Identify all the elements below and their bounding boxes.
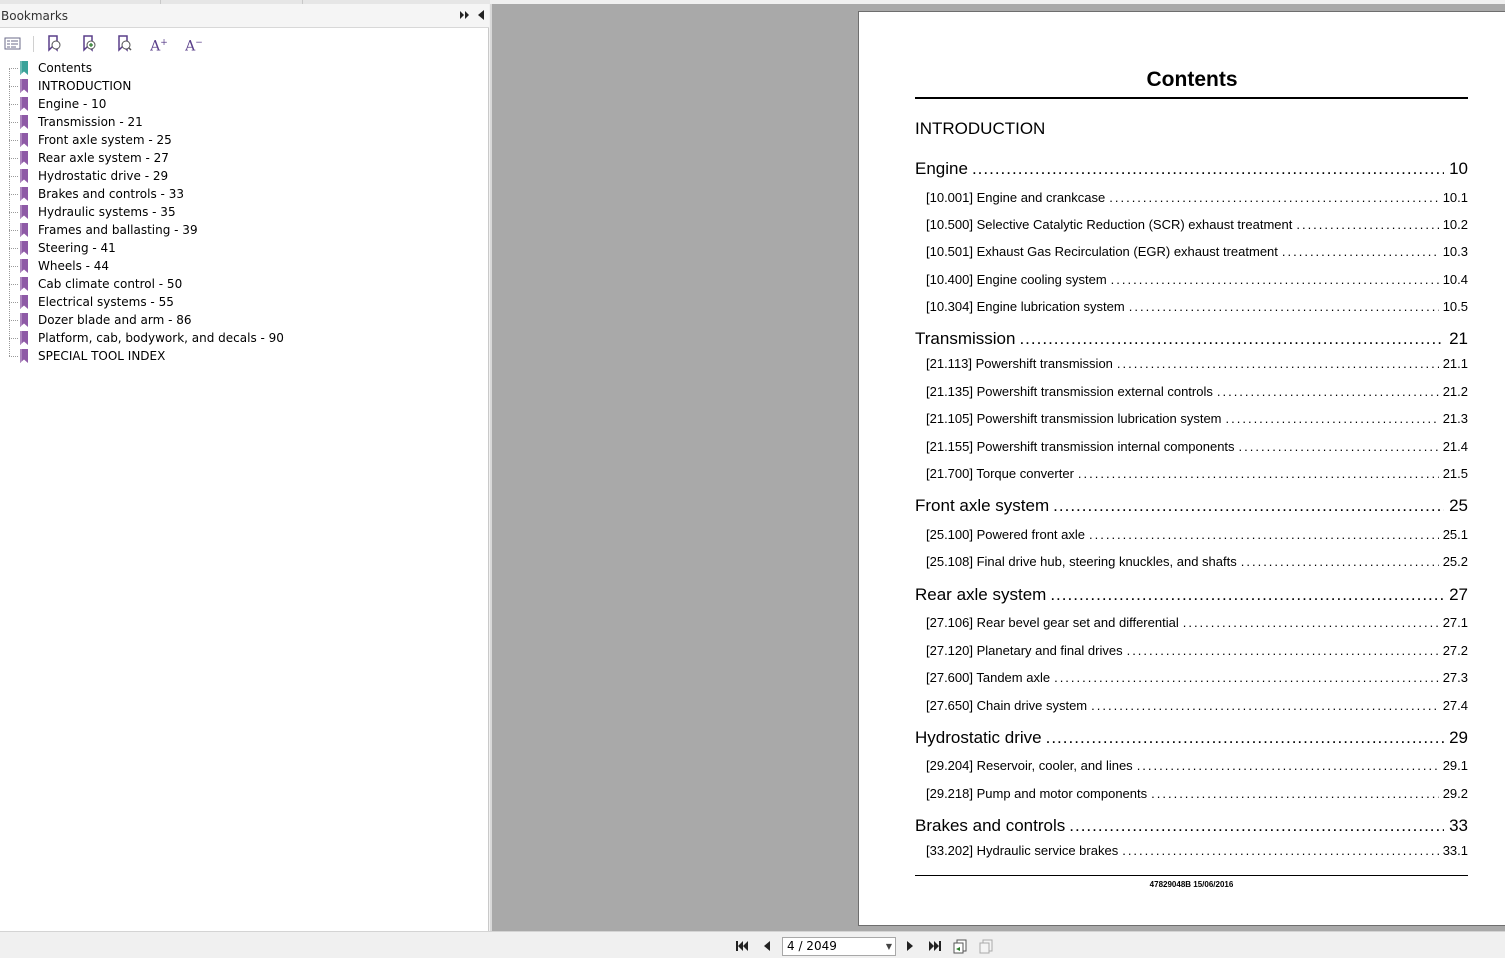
toc-entry-title: [29.204] Reservoir, cooler, and lines: [926, 758, 1133, 773]
toc-subsection-entry[interactable]: [915, 786, 1468, 801]
bookmark-search-icon: [114, 33, 134, 53]
toc-subsection-entry[interactable]: [915, 439, 1468, 454]
next-page-icon: [902, 938, 918, 954]
toc-entry-title: [21.135] Powershift transmission external controls: [926, 384, 1213, 399]
toc-leader-dots: [1089, 527, 1439, 542]
toc-entry-title: [27.600] Tandem axle: [926, 670, 1051, 685]
expand-pane-icon[interactable]: [458, 9, 472, 23]
toc-entry-title: Transmission: [915, 329, 1016, 348]
page-indicator: 4 / 2049: [787, 939, 837, 953]
font-increase-icon: A: [150, 38, 161, 55]
toc-entry-title: Front axle system: [915, 496, 1050, 515]
toc-subsection-entry[interactable]: [915, 272, 1468, 287]
tree-connector: [9, 338, 18, 339]
toc-entry-title: [10.501] Exhaust Gas Recirculation (EGR) exhaust treatment: [926, 244, 1278, 259]
page-navigation-bar: [0, 931, 1505, 958]
toc-leader-dots: [1019, 329, 1444, 349]
toc-subsection-entry[interactable]: [915, 643, 1468, 658]
increase-font-button[interactable]: A+: [150, 38, 168, 55]
toc-subsection-entry[interactable]: [915, 217, 1468, 232]
bookmarks-pane: [0, 4, 489, 931]
bookmark-icon: [19, 241, 29, 255]
bookmark-icon: [19, 151, 29, 165]
bookmark-label: Contents: [38, 61, 92, 75]
bookmark-label: Transmission - 21: [38, 115, 143, 129]
toc-leader-dots: [1078, 466, 1439, 481]
expand-bookmark-button[interactable]: [44, 33, 66, 53]
bookmark-label: Cab climate control - 50: [38, 277, 183, 291]
toc-leader-dots: [1050, 585, 1444, 605]
tree-connector: [9, 266, 18, 267]
toc-entry-title: [25.108] Final drive hub, steering knuckles, and shafts: [926, 554, 1237, 569]
bookmarks-header: [0, 4, 489, 28]
tree-connector: [9, 158, 18, 159]
find-bookmark-button[interactable]: [114, 33, 136, 53]
tree-connector: [9, 302, 18, 303]
first-page-icon: [734, 938, 750, 954]
bookmark-label: Wheels - 44: [38, 259, 110, 273]
toc-entry-title: [27.650] Chain drive system: [926, 698, 1088, 713]
toc-page-number: 27.3: [1442, 670, 1468, 685]
toc-page-number: 10.4: [1442, 272, 1468, 287]
bookmark-item[interactable]: [0, 131, 489, 149]
toc-leader-dots: [1151, 786, 1439, 801]
toc-subsection-entry[interactable]: [915, 554, 1468, 569]
tree-connector: [9, 68, 18, 69]
bookmark-label: Dozer blade and arm - 86: [38, 313, 192, 327]
last-page-icon: [927, 938, 943, 954]
bookmark-item[interactable]: [0, 293, 489, 311]
bookmark-label: Engine - 10: [38, 97, 107, 111]
toc-entry-title: [10.001] Engine and crankcase: [926, 190, 1106, 205]
add-bookmark-button[interactable]: [79, 33, 101, 53]
tree-connector: [9, 248, 18, 249]
bookmark-icon: [19, 259, 29, 273]
footer-rule: [915, 875, 1468, 876]
bookmark-add-icon: [79, 33, 99, 53]
bookmark-item[interactable]: [0, 257, 489, 275]
list-options-icon: [3, 33, 23, 53]
bookmark-icon: [19, 205, 29, 219]
toc-subsection-entry[interactable]: [915, 411, 1468, 426]
toc-leader-dots: [1129, 299, 1439, 314]
bookmark-item[interactable]: [0, 311, 489, 329]
tree-connector: [9, 104, 18, 105]
tree-connector: [9, 194, 18, 195]
toc-entry-title: Engine: [915, 159, 968, 178]
title-rule: [915, 97, 1468, 99]
page-number-select[interactable]: [782, 937, 896, 956]
collapse-pane-icon[interactable]: [474, 9, 488, 23]
toc-leader-dots: [1282, 244, 1439, 259]
first-page-button[interactable]: [734, 938, 750, 954]
toc-page-number: 29.1: [1442, 758, 1468, 773]
toc-entry-title: [29.218] Pump and motor components: [926, 786, 1148, 801]
toc-page-number: 27.2: [1442, 643, 1468, 658]
bookmark-icon: [19, 331, 29, 345]
bookmark-item[interactable]: [0, 275, 489, 293]
toc-entry-title: [21.155] Powershift transmission internal components: [926, 439, 1235, 454]
bookmark-label: Hydraulic systems - 35: [38, 205, 176, 219]
toc-leader-dots: [972, 159, 1444, 179]
next-page-button[interactable]: [902, 938, 918, 954]
bookmarks-toolbar: [0, 29, 489, 57]
toc-subsection-entry[interactable]: [915, 758, 1468, 773]
toc-leader-dots: [1109, 190, 1438, 205]
tree-connector: [9, 176, 18, 177]
tree-connector: [9, 356, 18, 357]
toc-entry-title: [27.120] Planetary and final drives: [926, 643, 1123, 658]
toc-leader-dots: [1111, 272, 1439, 287]
toc-leader-dots: [1117, 356, 1439, 371]
toc-subsection-entry[interactable]: [915, 615, 1468, 630]
bookmark-item[interactable]: [0, 59, 489, 77]
bookmark-icon: [19, 349, 29, 363]
toc-page-number: 29: [1449, 728, 1468, 747]
tree-connector: [9, 140, 18, 141]
toc-subsection-entry[interactable]: [915, 244, 1468, 259]
toc-page-number: 25: [1449, 496, 1468, 515]
bookmark-label: Rear axle system - 27: [38, 151, 169, 165]
toc-entry-title: Brakes and controls: [915, 816, 1066, 835]
bookmark-icon: [19, 133, 29, 147]
toc-page-number: 21.3: [1442, 411, 1468, 426]
toc-leader-dots: [1069, 816, 1444, 836]
toc-subsection-entry[interactable]: [915, 384, 1468, 399]
bookmark-icon: [19, 61, 29, 75]
previous-page-button[interactable]: [759, 938, 775, 954]
toc-subsection-entry[interactable]: [915, 843, 1468, 858]
bookmark-item[interactable]: [0, 185, 489, 203]
toc-page-number: 25.1: [1442, 527, 1468, 542]
toc-entry-title: [21.105] Powershift transmission lubrication system: [926, 411, 1222, 426]
toc-page-number: 33: [1449, 816, 1468, 835]
toc-subsection-entry[interactable]: [915, 698, 1468, 713]
decrease-font-button[interactable]: A−: [185, 38, 203, 55]
toc-page-number: 21: [1449, 329, 1468, 348]
bookmark-options-button[interactable]: [3, 33, 25, 53]
toc-page-number: 10.3: [1442, 244, 1468, 259]
bookmark-item[interactable]: [0, 203, 489, 221]
bookmark-item[interactable]: [0, 347, 489, 365]
toc-entry-title: [10.400] Engine cooling system: [926, 272, 1107, 287]
bookmark-item[interactable]: [0, 221, 489, 239]
page-title: Contents: [1146, 68, 1238, 91]
previous-page-icon: [759, 938, 775, 954]
bookmark-icon: [19, 223, 29, 237]
toc-leader-dots: [1217, 384, 1439, 399]
bookmark-item[interactable]: [0, 77, 489, 95]
toc-page-number: 10.1: [1442, 190, 1468, 205]
toc-entry-title: [33.202] Hydraulic service brakes: [926, 843, 1119, 858]
toc-leader-dots: [1091, 698, 1439, 713]
toc-entry-title: [21.700] Torque converter: [926, 466, 1074, 481]
toc-page-number: 27.4: [1442, 698, 1468, 713]
bookmark-icon: [19, 277, 29, 291]
toc-section-entry[interactable]: [915, 816, 1468, 836]
toc-section-entry[interactable]: [915, 329, 1468, 349]
toc-subsection-entry[interactable]: [915, 190, 1468, 205]
bookmark-icon: [19, 169, 29, 183]
bookmark-item[interactable]: [0, 329, 489, 347]
tree-connector: [9, 320, 18, 321]
toc-section-entry[interactable]: [915, 496, 1468, 516]
toc-section-entry[interactable]: [915, 159, 1468, 179]
toc-page-number: 25.2: [1442, 554, 1468, 569]
toc-entry-title: [25.100] Powered front axle: [926, 527, 1085, 542]
bookmark-icon: [19, 97, 29, 111]
toc-leader-dots: [1137, 758, 1439, 773]
bookmark-label: Hydrostatic drive - 29: [38, 169, 169, 183]
toc-entry-title: Rear axle system: [915, 585, 1047, 604]
bookmark-item[interactable]: [0, 167, 489, 185]
toc-page-number: 10: [1449, 159, 1468, 178]
bookmark-label: Front axle system - 25: [38, 133, 172, 147]
toc-section-entry[interactable]: [915, 585, 1468, 605]
toc-subsection-entry[interactable]: [915, 527, 1468, 542]
toc-leader-dots: [1046, 728, 1444, 748]
bookmark-label: Platform, cab, bodywork, and decals - 90: [38, 331, 284, 345]
bookmark-icon: [19, 313, 29, 327]
document-footer: 47829048B 15/06/2016: [1149, 880, 1234, 889]
bookmark-label: INTRODUCTION: [38, 79, 132, 93]
toc-intro[interactable]: INTRODUCTION: [915, 119, 1046, 138]
toc-subsection-entry[interactable]: [915, 466, 1468, 481]
font-decrease-icon: A: [185, 38, 196, 55]
tree-connector: [9, 230, 18, 231]
toc-entry-title: [10.304] Engine lubrication system: [926, 299, 1125, 314]
bookmark-item[interactable]: [0, 113, 489, 131]
toc-entry-title: [10.500] Selective Catalytic Reduction (SCR) exhaust treatment: [926, 217, 1293, 232]
chevron-down-icon[interactable]: ▼: [885, 942, 892, 951]
toc-leader-dots: [1296, 217, 1438, 232]
tree-connector: [9, 86, 18, 87]
toc-leader-dots: [1239, 439, 1439, 454]
toc-subsection-entry[interactable]: [915, 670, 1468, 685]
bookmark-icon: [19, 115, 29, 129]
previous-view-icon: [952, 938, 970, 954]
tree-connector: [9, 284, 18, 285]
toc-page-number: 10.5: [1442, 299, 1468, 314]
toolbar-separator: [33, 36, 34, 52]
bookmark-icon: [19, 295, 29, 309]
toc-leader-dots: [1127, 643, 1439, 658]
tree-connector: [9, 122, 18, 123]
toc-page-number: 21.5: [1442, 466, 1468, 481]
toc-entry-title: [27.106] Rear bevel gear set and differential: [926, 615, 1179, 630]
toc-entry-title: Hydrostatic drive: [915, 728, 1042, 747]
bookmark-label: Frames and ballasting - 39: [38, 223, 198, 237]
toc-page-number: 21.4: [1442, 439, 1468, 454]
toc-leader-dots: [1226, 411, 1439, 426]
toc-leader-dots: [1122, 843, 1438, 858]
toc-subsection-entry[interactable]: [915, 356, 1468, 371]
toc-page-number: 27: [1449, 585, 1468, 604]
bookmark-expand-icon: [44, 33, 64, 53]
bookmark-icon: [19, 79, 29, 93]
toc-page-number: 27.1: [1442, 615, 1468, 630]
toc-leader-dots: [1183, 615, 1439, 630]
toc-page-number: 10.2: [1442, 217, 1468, 232]
bookmark-item[interactable]: [0, 239, 489, 257]
go-back-view-button[interactable]: [952, 938, 968, 954]
toc-leader-dots: [1241, 554, 1439, 569]
toc-page-number: 21.2: [1442, 384, 1468, 399]
bookmark-item[interactable]: [0, 95, 489, 113]
tree-connector: [9, 212, 18, 213]
toc-page-number: 29.2: [1442, 786, 1468, 801]
last-page-button[interactable]: [927, 938, 943, 954]
bookmarks-title: Bookmarks: [1, 9, 69, 23]
toc-page-number: 21.1: [1442, 356, 1468, 371]
bookmark-label: Brakes and controls - 33: [38, 187, 184, 201]
toc-leader-dots: [1053, 496, 1444, 516]
go-forward-view-button[interactable]: [978, 938, 994, 954]
bookmark-item[interactable]: [0, 149, 489, 167]
toc-section-entry[interactable]: [915, 728, 1468, 748]
next-view-icon: [978, 938, 996, 954]
bookmark-icon: [19, 187, 29, 201]
bookmark-label: Electrical systems - 55: [38, 295, 174, 309]
bookmark-label: Steering - 41: [38, 241, 116, 255]
toc-entry-title: [21.113] Powershift transmission: [926, 356, 1113, 371]
toc-leader-dots: [1054, 670, 1439, 685]
toc-subsection-entry[interactable]: [915, 299, 1468, 314]
bookmark-label: SPECIAL TOOL INDEX: [38, 349, 166, 363]
document-viewport[interactable]: [492, 4, 1505, 931]
document-page: [858, 11, 1505, 926]
toc-page-number: 33.1: [1442, 843, 1468, 858]
